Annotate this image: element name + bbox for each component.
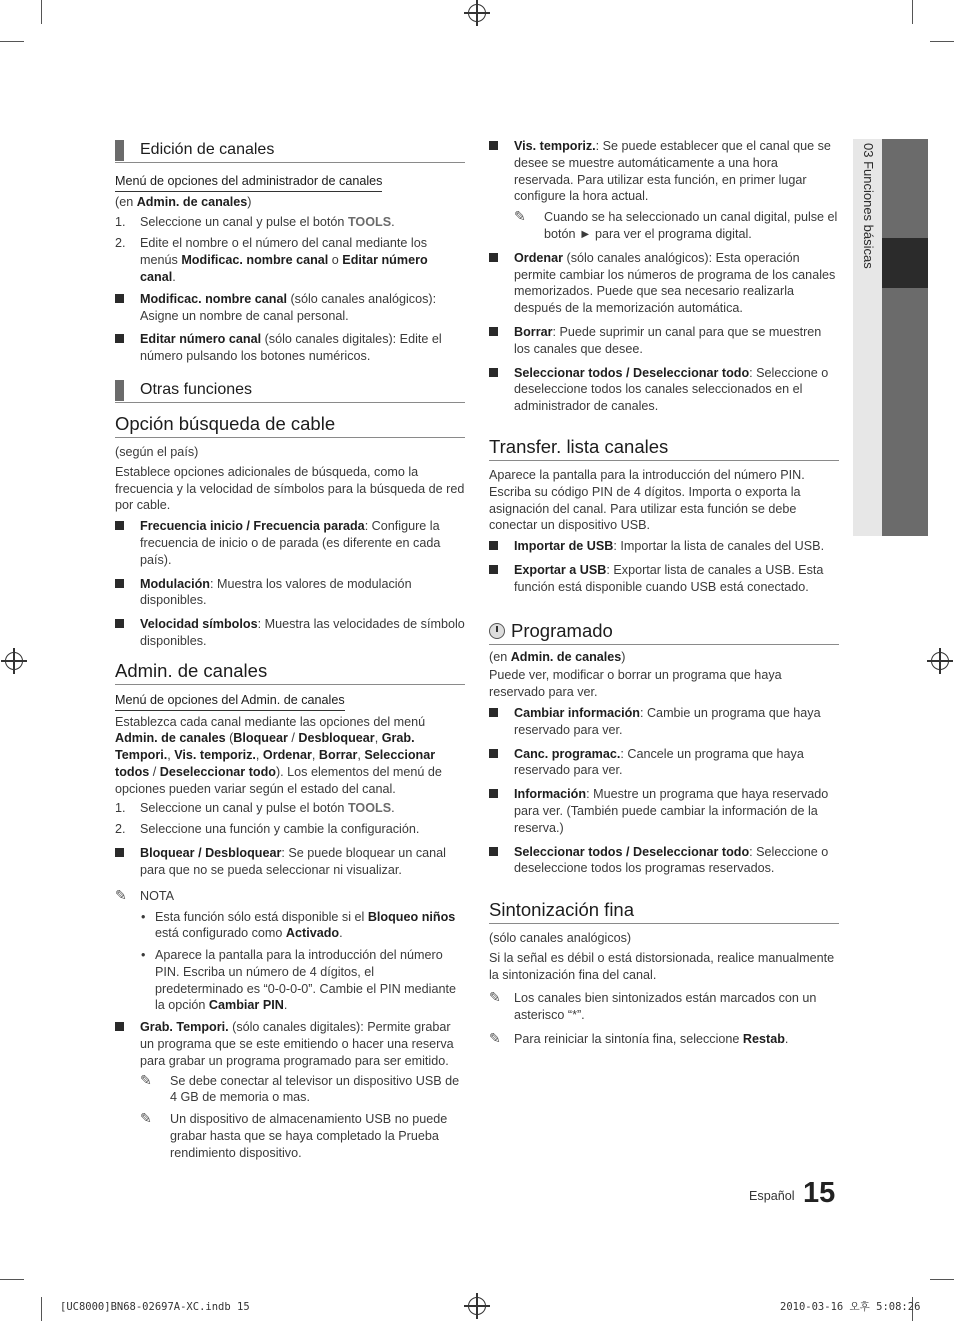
cable-note: (según el país) bbox=[115, 444, 199, 459]
bullet-square-icon bbox=[489, 789, 498, 798]
programado-context: (en Admin. de canales) bbox=[489, 649, 626, 664]
admin-description: Establezca cada canal mediante las opciones del menú Admin. de canales (Bloquear / Desbloquear, Grab. Tempori., Vis. temporiz., Ordenar, Borrar, Seleccionar todos / Deseleccionar todo). Los elementos del menú de opciones pueden variar según el estado del canal. bbox=[115, 714, 442, 796]
print-timestamp: 2010-03-16 오후 5:08:26 bbox=[780, 1301, 921, 1313]
crop-mark bbox=[41, 1297, 42, 1321]
edicion-menu-label: Menú de opciones del administrador de canales bbox=[115, 173, 382, 192]
side-tab-label: 03 Funciones básicas bbox=[861, 143, 876, 269]
section-edicion-title: Edición de canales bbox=[115, 138, 465, 163]
edicion-bullet-nombre: Modificac. nombre canal (sólo canales analógicos): Asigne un nombre de canal personal. bbox=[115, 291, 465, 325]
edicion-step-1: 1. Seleccione un canal y pulse el botón TOOLS. bbox=[115, 214, 395, 229]
section-admin-title: Admin. de canales bbox=[115, 659, 465, 685]
side-tab-marker bbox=[882, 238, 928, 288]
section-transfer-title: Transfer. lista canales bbox=[489, 435, 839, 461]
programado-bullet-informacion: Información: Muestre un programa que haya reservado para ver. (También puede cambiar la información de la reserva.) bbox=[489, 786, 839, 836]
bullet-square-icon bbox=[115, 521, 124, 530]
cable-bullet-velocidad: Velocidad símbolos: Muestra las velocidades de símbolo disponibles. bbox=[115, 616, 465, 650]
left-column bbox=[115, 138, 465, 1162]
transfer-bullet-importar: Importar de USB: Importar la lista de canales del USB. bbox=[489, 538, 839, 555]
bullet-ordenar: Ordenar (sólo canales analógicos): Esta operación permite cambiar los números de programa de los canales memorizados. Puede que sea necesario realizarla después de la memorización automática. bbox=[489, 250, 839, 317]
admin-grab-note-1: ✎ Se debe conectar al televisor un dispositivo USB de 4 GB de memoria o mas. bbox=[140, 1071, 460, 1105]
edicion-context: (en Admin. de canales) bbox=[115, 194, 252, 209]
bullet-square-icon bbox=[115, 579, 124, 588]
bullet-square-icon bbox=[115, 294, 124, 303]
print-file-info: [UC8000]BN68-02697A-XC.indb 15 bbox=[60, 1301, 250, 1313]
cable-description: Establece opciones adicionales de búsqueda, como la frecuencia y la velocidad de símbolos para la búsqueda de red por cable. bbox=[115, 464, 465, 513]
bullet-square-icon bbox=[489, 749, 498, 758]
admin-nota: ✎ NOTA bbox=[115, 886, 175, 903]
bullet-square-icon bbox=[115, 1022, 124, 1031]
admin-bullet-grab: Grab. Tempori. (sólo canales digitales): Permite grabar un programa que se este emitiendo o hacer una reserva para grabar un programa programado para ser emitido. bbox=[115, 1019, 465, 1069]
section-otras-title: Otras funciones bbox=[115, 378, 465, 403]
crop-mark bbox=[41, 0, 42, 24]
admin-step-1: 1. Seleccione un canal y pulse el botón TOOLS. bbox=[115, 800, 395, 815]
bullet-square-icon bbox=[489, 253, 498, 262]
note-pencil-icon: ✎ bbox=[140, 1110, 152, 1127]
note-pencil-icon: ✎ bbox=[115, 886, 127, 903]
crop-mark bbox=[0, 41, 24, 42]
programado-bullet-seleccionar: Seleccionar todos / Deseleccionar todo: Seleccione o deseleccione todos los programas reservados. bbox=[489, 844, 839, 878]
admin-nota-bullet-1: • Esta función sólo está disponible si el Bloqueo niños está configurado como Activado. bbox=[141, 909, 456, 941]
clock-icon bbox=[489, 623, 505, 639]
bullet-square-icon bbox=[489, 368, 498, 377]
bullet-square-icon bbox=[489, 141, 498, 150]
bullet-square-icon bbox=[489, 327, 498, 336]
bullet-square-icon bbox=[115, 334, 124, 343]
page-number: 15 bbox=[803, 1177, 836, 1209]
section-cable-title: Opción búsqueda de cable bbox=[115, 412, 465, 438]
bullet-square-icon bbox=[489, 565, 498, 574]
programado-description: Puede ver, modificar o borrar un programa que haya reservado para ver. bbox=[489, 668, 782, 700]
vis-temporiz-note: ✎ Cuando se ha seleccionado un canal digital, pulse el botón ► para ver el programa digital. bbox=[514, 208, 838, 241]
note-pencil-icon: ✎ bbox=[514, 208, 526, 225]
crop-mark bbox=[930, 41, 954, 42]
bullet-square-icon bbox=[115, 619, 124, 628]
bullet-seleccionar: Seleccionar todos / Deseleccionar todo: Seleccione o deseleccione todos los canales seleccionados en el administrador de canales. bbox=[489, 365, 839, 415]
crop-mark bbox=[930, 1279, 954, 1280]
note-pencil-icon: ✎ bbox=[140, 1071, 152, 1088]
section-programado-title: Programado bbox=[489, 619, 839, 645]
admin-step-2: 2. Seleccione una función y cambie la configuración. bbox=[115, 822, 420, 837]
crop-mark bbox=[912, 0, 913, 24]
bullet-square-icon bbox=[489, 708, 498, 717]
bullet-square-icon bbox=[489, 847, 498, 856]
programado-bullet-cancelar: Canc. programac.: Cancele un programa que haya reservado para ver. bbox=[489, 746, 839, 780]
note-pencil-icon: ✎ bbox=[489, 1030, 501, 1047]
sintonizacion-note: (sólo canales analógicos) bbox=[489, 931, 632, 946]
sintonizacion-description: Si la señal es débil o está distorsionada, realice manualmente la sintonización fina del canal. bbox=[489, 950, 835, 982]
cable-bullet-frecuencia: Frecuencia inicio / Frecuencia parada: Configure la frecuencia de inicio o de parada (es diferente en cada país). bbox=[115, 518, 465, 568]
admin-menu-label: Menú de opciones del Admin. de canales bbox=[115, 692, 345, 711]
cable-bullet-modulacion: Modulación: Muestra los valores de modulación disponibles. bbox=[115, 576, 465, 610]
page-language: Español bbox=[749, 1189, 795, 1203]
admin-bullet-bloquear: Bloquear / Desbloquear: Se puede bloquear un canal para que no se pueda seleccionar ni visualizar. bbox=[115, 845, 465, 879]
transfer-description: Aparece la pantalla para la introducción del número PIN. Escriba su código PIN de 4 dígitos. Importa o exporta la asignación del canal. Para utilizar esta función se debe conectar un dispositivo USB. bbox=[489, 467, 805, 533]
note-pencil-icon: ✎ bbox=[489, 989, 501, 1006]
bullet-square-icon bbox=[115, 848, 124, 857]
bullet-vis-temporiz: Vis. temporiz.: Se puede establecer que el canal que se desee se muestre automáticamente a una hora reservada. Para utilizar esta función, en primer lugar configure la hora actual. bbox=[489, 138, 839, 205]
admin-grab-note-2: ✎ Un dispositivo de almacenamiento USB no puede grabar hasta que se haya completado la Prueba rendimiento dispositivo. bbox=[140, 1110, 448, 1160]
bullet-borrar: Borrar: Puede suprimir un canal para que se muestren los canales que desee. bbox=[489, 324, 839, 358]
sintonizacion-note-2: ✎ Para reiniciar la sintonía fina, seleccione Restab. bbox=[489, 1030, 789, 1047]
edicion-bullet-numero: Editar número canal (sólo canales digitales): Edite el número pulsando los botones numéricos. bbox=[115, 331, 465, 365]
registration-target-icon bbox=[931, 652, 949, 670]
crop-mark bbox=[0, 1279, 24, 1280]
admin-nota-bullet-2: • Aparece la pantalla para la introducción del número PIN. Escriba un número de 4 dígitos, el predeterminado es “0-0-0-0”. Cambie el PIN mediante la opción Cambiar PIN. bbox=[141, 948, 456, 1013]
side-tab-dark bbox=[882, 139, 928, 536]
sintonizacion-note-1: ✎ Los canales bien sintonizados están marcados con un asterisco “*”. bbox=[489, 989, 817, 1023]
section-sintonizacion-title: Sintonización fina bbox=[489, 898, 839, 924]
registration-target-icon bbox=[468, 4, 486, 22]
registration-target-icon bbox=[5, 652, 23, 670]
bullet-square-icon bbox=[489, 541, 498, 550]
edicion-step-2: 2. Edite el nombre o el número del canal mediante los menús Modificac. nombre canal o Editar número canal. bbox=[115, 236, 428, 284]
registration-target-icon bbox=[468, 1297, 486, 1315]
programado-bullet-cambiar: Cambiar información: Cambie un programa que haya reservado para ver. bbox=[489, 705, 839, 739]
transfer-bullet-exportar: Exportar a USB: Exportar lista de canales a USB. Esta función está disponible cuando USB está conectado. bbox=[489, 562, 839, 596]
right-column bbox=[489, 138, 839, 1048]
